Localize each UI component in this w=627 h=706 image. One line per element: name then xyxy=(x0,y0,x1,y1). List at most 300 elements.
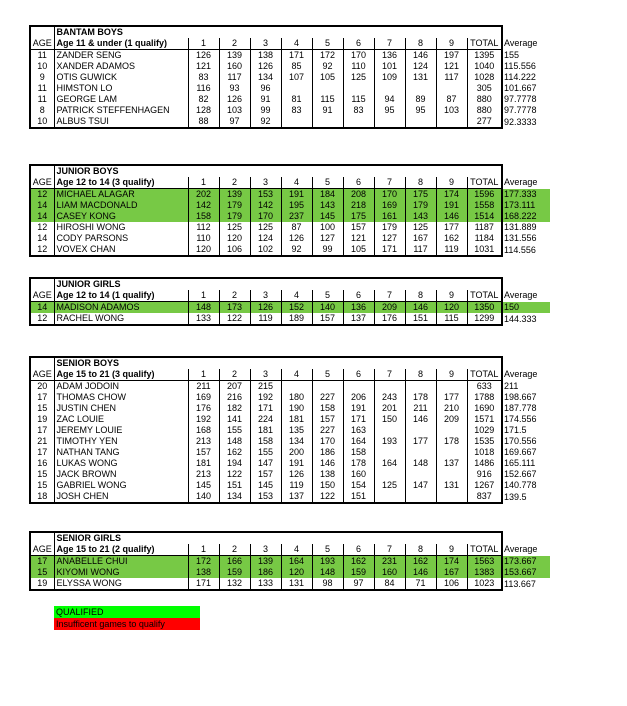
total-header: TOTAL xyxy=(467,38,502,50)
game-score: 153 xyxy=(250,491,281,503)
game-score: 137 xyxy=(281,491,312,503)
section-table xyxy=(29,277,550,326)
game-score: 164 xyxy=(374,458,405,469)
game-score: 191 xyxy=(281,189,312,201)
average-header: Average xyxy=(504,369,538,380)
player-total: 1031 xyxy=(467,244,502,256)
game-score: 83 xyxy=(343,105,374,116)
game-header: 1 xyxy=(188,290,219,302)
game-score: 215 xyxy=(250,381,281,393)
game-score: 159 xyxy=(219,567,250,578)
player-row-qualified xyxy=(30,567,550,578)
game-score: 84 xyxy=(374,578,405,590)
game-header: 7 xyxy=(374,544,405,556)
player-row xyxy=(30,469,550,480)
game-header: 1 xyxy=(188,177,219,189)
game-score: 162 xyxy=(405,556,436,568)
game-score: 182 xyxy=(219,403,250,414)
player-total: 1788 xyxy=(467,392,502,403)
player-row-qualified xyxy=(30,200,550,211)
game-score xyxy=(405,491,436,503)
player-average: 211 xyxy=(504,380,519,391)
player-age: 8 xyxy=(30,105,54,116)
game-score: 162 xyxy=(343,556,374,568)
player-total: 1571 xyxy=(467,414,502,425)
player-age: 14 xyxy=(30,211,54,222)
player-age: 10 xyxy=(30,116,54,128)
game-score: 177 xyxy=(436,392,467,403)
game-score: 171 xyxy=(188,578,219,590)
player-age: 17 xyxy=(30,392,54,403)
game-score: 177 xyxy=(436,222,467,233)
game-score: 163 xyxy=(343,425,374,436)
game-score: 117 xyxy=(436,72,467,83)
game-score xyxy=(374,425,405,436)
game-score: 134 xyxy=(281,436,312,447)
player-name: HIMSTON LO xyxy=(54,83,188,94)
total-header: TOTAL xyxy=(467,544,502,556)
game-score: 103 xyxy=(436,105,467,116)
game-header: 3 xyxy=(250,290,281,302)
game-score: 102 xyxy=(250,244,281,256)
player-total: 1184 xyxy=(467,233,502,244)
player-row xyxy=(30,61,550,72)
game-score xyxy=(405,381,436,393)
section-title: JUNIOR BOYS xyxy=(54,165,502,177)
game-score: 126 xyxy=(250,302,281,314)
player-average: 170.556 xyxy=(504,436,537,446)
game-score: 116 xyxy=(188,83,219,94)
player-average: 131.556 xyxy=(504,233,537,243)
player-total: 916 xyxy=(467,469,502,480)
section-subtitle: Age 15 to 21 (2 qualify) xyxy=(54,544,188,556)
game-score: 134 xyxy=(219,491,250,503)
legend-qualified: QUALIFIED xyxy=(54,606,200,618)
player-average: 169.667 xyxy=(504,447,537,457)
game-score xyxy=(343,381,374,393)
game-score: 71 xyxy=(405,578,436,590)
player-row-qualified xyxy=(30,189,550,201)
game-score: 151 xyxy=(219,480,250,491)
game-score: 181 xyxy=(281,414,312,425)
game-header: 8 xyxy=(405,177,436,189)
game-score: 150 xyxy=(374,414,405,425)
game-score: 158 xyxy=(188,211,219,222)
total-header: TOTAL xyxy=(467,177,502,189)
game-score: 125 xyxy=(250,222,281,233)
game-score: 176 xyxy=(374,313,405,325)
game-score: 148 xyxy=(405,458,436,469)
game-score: 169 xyxy=(188,392,219,403)
game-header: 4 xyxy=(281,369,312,381)
game-header: 8 xyxy=(405,290,436,302)
player-row xyxy=(30,94,550,105)
player-total: 1040 xyxy=(467,61,502,72)
player-average: 168.222 xyxy=(502,211,550,222)
game-score: 137 xyxy=(343,313,374,325)
game-score: 126 xyxy=(281,469,312,480)
game-score xyxy=(405,447,436,458)
game-score xyxy=(374,491,405,503)
game-score: 125 xyxy=(374,480,405,491)
player-age: 10 xyxy=(30,61,54,72)
player-name: PATRICK STEFFENHAGEN xyxy=(54,105,188,116)
player-name: LUKAS WONG xyxy=(54,458,188,469)
section-title: SENIOR BOYS xyxy=(54,357,502,369)
game-score: 186 xyxy=(250,567,281,578)
game-score: 193 xyxy=(374,436,405,447)
section-table xyxy=(29,25,550,129)
player-total: 1187 xyxy=(467,222,502,233)
game-score: 112 xyxy=(188,222,219,233)
section-table xyxy=(29,356,550,504)
game-score xyxy=(312,116,343,128)
game-score: 145 xyxy=(250,480,281,491)
player-total: 277 xyxy=(467,116,502,128)
player-average: 150 xyxy=(502,302,550,314)
game-score xyxy=(405,83,436,94)
game-score: 125 xyxy=(343,72,374,83)
player-total: 1596 xyxy=(467,189,502,201)
game-score xyxy=(343,83,374,94)
player-average: 177.333 xyxy=(502,189,550,201)
game-score: 174 xyxy=(436,556,467,568)
player-average: 198.667 xyxy=(504,392,537,402)
game-score xyxy=(436,447,467,458)
game-score: 147 xyxy=(250,458,281,469)
game-score: 171 xyxy=(250,403,281,414)
game-header: 2 xyxy=(219,38,250,50)
player-row-qualified xyxy=(30,556,550,568)
game-score: 83 xyxy=(281,105,312,116)
player-total: 1018 xyxy=(467,447,502,458)
player-age: 14 xyxy=(30,302,54,314)
player-average: 171.5 xyxy=(504,425,527,435)
player-age: 19 xyxy=(30,414,54,425)
game-score xyxy=(436,381,467,393)
game-score: 151 xyxy=(343,491,374,503)
game-score: 153 xyxy=(250,189,281,201)
game-header: 2 xyxy=(219,290,250,302)
player-average: 152.667 xyxy=(504,469,537,479)
player-name: ALBUS TSUI xyxy=(54,116,188,128)
player-row xyxy=(30,414,550,425)
game-score: 121 xyxy=(436,61,467,72)
player-name: RACHEL WONG xyxy=(54,313,188,325)
section-subtitle: Age 11 & under (1 qualify) xyxy=(54,38,188,50)
player-row xyxy=(30,72,550,83)
game-score: 161 xyxy=(374,211,405,222)
game-score: 91 xyxy=(312,105,343,116)
player-total: 1395 xyxy=(467,50,502,62)
game-score: 125 xyxy=(219,222,250,233)
player-name: TIMOTHY YEN xyxy=(54,436,188,447)
game-score: 143 xyxy=(405,211,436,222)
game-score: 139 xyxy=(219,189,250,201)
player-age: 15 xyxy=(30,480,54,491)
player-name: HIROSHI WONG xyxy=(54,222,188,233)
game-score: 164 xyxy=(281,556,312,568)
game-score: 169 xyxy=(374,200,405,211)
player-age: 15 xyxy=(30,469,54,480)
game-score: 171 xyxy=(374,244,405,256)
game-score: 162 xyxy=(219,447,250,458)
game-score: 197 xyxy=(436,50,467,62)
player-total: 880 xyxy=(467,94,502,105)
game-score: 138 xyxy=(312,469,343,480)
player-average: 97.7778 xyxy=(504,94,537,104)
game-score: 103 xyxy=(219,105,250,116)
game-score xyxy=(281,83,312,94)
game-score: 89 xyxy=(405,94,436,105)
game-score: 135 xyxy=(281,425,312,436)
game-score xyxy=(374,116,405,128)
player-row xyxy=(30,313,550,325)
game-score: 179 xyxy=(219,211,250,222)
player-average: 187.778 xyxy=(504,403,537,413)
game-score xyxy=(374,469,405,480)
player-name: GABRIEL WONG xyxy=(54,480,188,491)
player-average: 113.667 xyxy=(504,578,536,589)
game-score: 146 xyxy=(436,211,467,222)
player-row xyxy=(30,425,550,436)
game-score: 100 xyxy=(312,222,343,233)
game-score: 192 xyxy=(188,414,219,425)
game-score: 101 xyxy=(374,61,405,72)
game-score: 190 xyxy=(281,403,312,414)
player-name: JEREMY LOUIE xyxy=(54,425,188,436)
game-score: 126 xyxy=(188,50,219,62)
game-score: 160 xyxy=(219,61,250,72)
game-header: 9 xyxy=(436,369,467,381)
game-score xyxy=(281,116,312,128)
game-score: 126 xyxy=(250,61,281,72)
game-score: 172 xyxy=(188,556,219,568)
game-score: 209 xyxy=(436,414,467,425)
game-score: 175 xyxy=(405,189,436,201)
game-score: 178 xyxy=(405,392,436,403)
player-name: CASEY KONG xyxy=(54,211,188,222)
game-score: 141 xyxy=(219,414,250,425)
player-total: 1028 xyxy=(467,72,502,83)
player-age: 11 xyxy=(30,83,54,94)
player-age: 17 xyxy=(30,447,54,458)
game-score: 97 xyxy=(219,116,250,128)
game-score: 117 xyxy=(219,72,250,83)
game-header: 1 xyxy=(188,38,219,50)
game-score: 194 xyxy=(219,458,250,469)
game-score: 176 xyxy=(188,403,219,414)
game-score: 243 xyxy=(374,392,405,403)
player-age: 20 xyxy=(30,381,54,393)
game-score: 227 xyxy=(312,392,343,403)
game-score: 134 xyxy=(250,72,281,83)
game-score: 87 xyxy=(281,222,312,233)
game-score: 146 xyxy=(405,302,436,314)
player-average: 139.5 xyxy=(504,491,527,502)
game-score: 142 xyxy=(188,200,219,211)
game-header: 6 xyxy=(343,38,374,50)
game-score: 146 xyxy=(405,50,436,62)
game-score: 120 xyxy=(436,302,467,314)
player-average: 173.667 xyxy=(502,556,550,568)
game-score: 200 xyxy=(281,447,312,458)
game-score: 237 xyxy=(281,211,312,222)
game-score: 177 xyxy=(405,436,436,447)
game-score: 122 xyxy=(219,313,250,325)
game-score: 155 xyxy=(219,425,250,436)
player-age: 12 xyxy=(30,189,54,201)
game-score: 121 xyxy=(188,61,219,72)
game-score: 140 xyxy=(312,302,343,314)
game-score: 170 xyxy=(343,50,374,62)
game-score: 178 xyxy=(436,436,467,447)
game-score: 98 xyxy=(312,578,343,590)
game-score: 207 xyxy=(219,381,250,393)
game-score: 121 xyxy=(343,233,374,244)
player-average: 92.3333 xyxy=(504,116,537,127)
game-score: 157 xyxy=(312,313,343,325)
game-score xyxy=(436,83,467,94)
game-header: 2 xyxy=(219,544,250,556)
game-score: 208 xyxy=(343,189,374,201)
game-score: 162 xyxy=(436,233,467,244)
game-score: 96 xyxy=(250,83,281,94)
game-header: 9 xyxy=(436,38,467,50)
game-score: 170 xyxy=(312,436,343,447)
game-score: 146 xyxy=(312,458,343,469)
player-age: 12 xyxy=(30,222,54,233)
game-score: 184 xyxy=(312,189,343,201)
game-score: 154 xyxy=(343,480,374,491)
player-row-qualified xyxy=(30,211,550,222)
game-score: 181 xyxy=(250,425,281,436)
game-score: 178 xyxy=(343,458,374,469)
game-header: 4 xyxy=(281,290,312,302)
game-score: 133 xyxy=(188,313,219,325)
game-score: 210 xyxy=(436,403,467,414)
game-score: 160 xyxy=(343,469,374,480)
game-header: 9 xyxy=(436,290,467,302)
player-age: 19 xyxy=(30,578,54,590)
total-header: TOTAL xyxy=(467,369,502,381)
player-average: 114.556 xyxy=(504,244,536,255)
game-score: 152 xyxy=(281,302,312,314)
player-row xyxy=(30,447,550,458)
game-score: 173 xyxy=(219,302,250,314)
game-score: 172 xyxy=(312,50,343,62)
player-row xyxy=(30,116,550,128)
player-age: 12 xyxy=(30,244,54,256)
game-score: 117 xyxy=(405,244,436,256)
player-row xyxy=(30,381,550,393)
game-score: 167 xyxy=(405,233,436,244)
player-row xyxy=(30,436,550,447)
game-score: 231 xyxy=(374,556,405,568)
game-score: 127 xyxy=(312,233,343,244)
game-score: 138 xyxy=(250,50,281,62)
game-score xyxy=(374,447,405,458)
game-header: 5 xyxy=(312,290,343,302)
game-score: 179 xyxy=(374,222,405,233)
player-name: GEORGE LAM xyxy=(54,94,188,105)
game-score: 171 xyxy=(343,414,374,425)
game-score: 175 xyxy=(343,211,374,222)
game-score: 158 xyxy=(312,403,343,414)
player-row xyxy=(30,105,550,116)
player-average: 114.222 xyxy=(504,72,536,82)
game-score: 120 xyxy=(188,244,219,256)
player-age: 11 xyxy=(30,94,54,105)
game-score: 99 xyxy=(250,105,281,116)
player-total: 1514 xyxy=(467,211,502,222)
game-header: 8 xyxy=(405,369,436,381)
game-score: 146 xyxy=(405,567,436,578)
game-score: 131 xyxy=(405,72,436,83)
player-total: 1023 xyxy=(467,578,502,590)
player-name: KIYOMI WONG xyxy=(54,567,188,578)
game-score: 148 xyxy=(219,436,250,447)
game-score: 94 xyxy=(374,94,405,105)
player-total: 1029 xyxy=(467,425,502,436)
game-score: 186 xyxy=(312,447,343,458)
game-score: 160 xyxy=(374,567,405,578)
legend-insufficient-games: Insufficent games to qualify xyxy=(54,618,200,630)
game-score: 106 xyxy=(436,578,467,590)
game-header: 4 xyxy=(281,38,312,50)
game-score: 131 xyxy=(436,480,467,491)
game-score: 164 xyxy=(343,436,374,447)
game-score: 171 xyxy=(281,50,312,62)
player-name: JUSTIN CHEN xyxy=(54,403,188,414)
player-row xyxy=(30,458,550,469)
game-header: 1 xyxy=(188,544,219,556)
game-score: 191 xyxy=(343,403,374,414)
age-header: AGE xyxy=(30,38,54,50)
player-name: MICHAEL ALAGAR xyxy=(54,189,188,201)
game-header: 8 xyxy=(405,544,436,556)
game-header: 3 xyxy=(250,544,281,556)
game-score: 157 xyxy=(188,447,219,458)
average-header: Average xyxy=(504,177,538,188)
game-score xyxy=(343,116,374,128)
player-name: ELYSSA WONG xyxy=(54,578,188,590)
player-age: 9 xyxy=(30,72,54,83)
player-total: 1486 xyxy=(467,458,502,469)
game-header: 2 xyxy=(219,177,250,189)
game-score: 191 xyxy=(281,458,312,469)
game-header: 9 xyxy=(436,177,467,189)
game-header: 5 xyxy=(312,369,343,381)
player-age: 15 xyxy=(30,403,54,414)
game-header: 7 xyxy=(374,177,405,189)
game-score xyxy=(374,83,405,94)
game-score: 211 xyxy=(405,403,436,414)
player-total: 1267 xyxy=(467,480,502,491)
average-header: Average xyxy=(504,38,538,49)
game-score: 206 xyxy=(343,392,374,403)
player-average: 131.889 xyxy=(504,222,537,232)
player-name: OTIS GUWICK xyxy=(54,72,188,83)
player-average: 153.667 xyxy=(502,567,550,578)
game-score xyxy=(405,469,436,480)
player-average: 115.556 xyxy=(504,61,536,71)
age-header: AGE xyxy=(30,290,54,302)
game-score: 105 xyxy=(343,244,374,256)
game-score: 192 xyxy=(250,392,281,403)
game-score xyxy=(312,381,343,393)
game-score: 170 xyxy=(250,211,281,222)
